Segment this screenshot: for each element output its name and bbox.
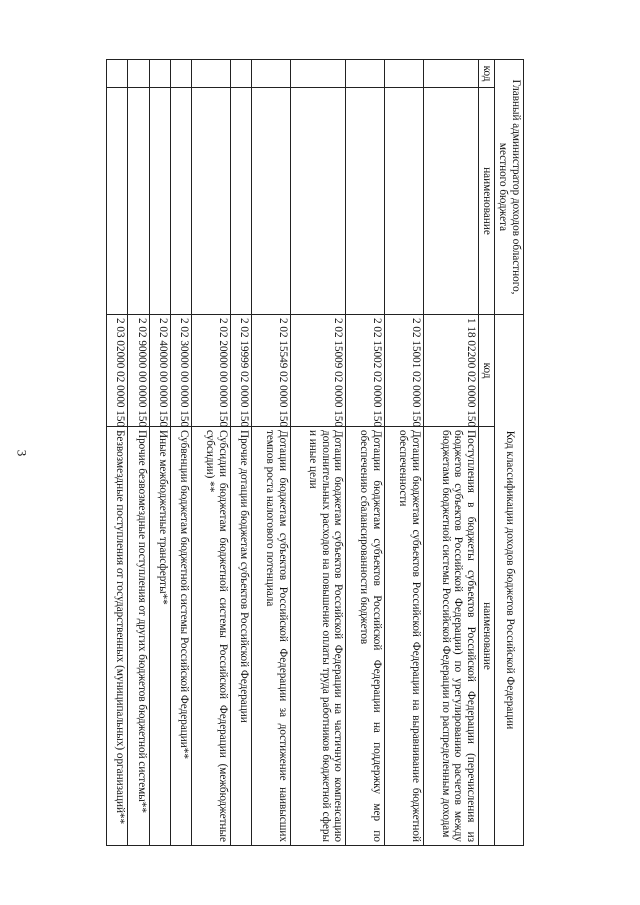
page-number: 3 <box>14 449 30 457</box>
header-classification-group: Код классификации доходов бюджетов Российской Федерации <box>495 315 524 846</box>
table-row <box>346 60 385 846</box>
admin-code-cell <box>290 60 346 88</box>
name-cell: Безвозмездные поступления от государственных (муниципальных) организаций** <box>107 427 128 846</box>
admin-code-cell <box>385 60 424 88</box>
admin-name-cell <box>290 88 346 315</box>
name-cell: Дотации бюджетам субъектов Российской Федерации на выравнивание бюджетной обеспеченности <box>385 427 424 846</box>
admin-code-cell <box>170 60 191 88</box>
name-cell: Прочие дотации бюджетам субъектов Российской Федерации <box>230 427 251 846</box>
admin-code-cell <box>107 60 128 88</box>
admin-code-cell <box>423 60 479 88</box>
name-cell: Иные межбюджетные трансферты** <box>149 427 170 846</box>
code-cell: 2 02 15549 02 0000 150 <box>252 315 291 427</box>
name-cell: Дотации бюджетам субъектов Российской Федерации на поддержку мер по обеспечению сбалансированности бюджетов <box>346 427 385 846</box>
table-row <box>128 60 149 846</box>
admin-code-cell <box>128 60 149 88</box>
table-row <box>192 60 231 846</box>
income-classification-table <box>106 59 524 846</box>
admin-code-cell <box>149 60 170 88</box>
admin-name-cell <box>192 88 231 315</box>
code-cell: 2 02 30000 00 0000 150 <box>170 315 191 427</box>
header-admin-name: наименование <box>479 88 495 315</box>
admin-code-cell <box>346 60 385 88</box>
table-row <box>290 60 346 846</box>
code-cell: 2 02 19999 02 0000 150 <box>230 315 251 427</box>
header-admin-group: Главный администратор доходов областного, местного бюджета <box>495 60 524 315</box>
code-cell: 2 02 40000 00 0000 150 <box>149 315 170 427</box>
name-cell: Прочие безвозмездные поступления от других бюджетов бюджетной системы** <box>128 427 149 846</box>
admin-name-cell <box>346 88 385 315</box>
code-cell: 1 18 02200 02 0000 150 <box>423 315 479 427</box>
table-row <box>385 60 424 846</box>
table-row <box>423 60 479 846</box>
name-cell: Дотации бюджетам субъектов Российской Федерации за достижение наивысших темпов роста налогового потенциала <box>252 427 291 846</box>
table-row <box>252 60 291 846</box>
code-cell: 2 03 02000 02 0000 150 <box>107 315 128 427</box>
name-cell: Субсидии бюджетам бюджетной системы Российской Федерации (межбюджетные субсидии) ** <box>192 427 231 846</box>
admin-code-cell <box>252 60 291 88</box>
name-cell: Дотации бюджетам субъектов Российской Федерации на частичную компенсацию дополнительных расходов на повышение оплаты труда работников бюджетной сферы и иные цели <box>290 427 346 846</box>
table-row <box>230 60 251 846</box>
admin-name-cell <box>423 88 479 315</box>
name-cell: Поступления в бюджеты субъектов Российской Федерации (перечисления из бюджетов субъектов Российской Федерации) по урегулированию расчетов между бюджетами бюджетной системы Российской Федерации по распределенным доходам <box>423 427 479 846</box>
admin-code-cell <box>230 60 251 88</box>
table-row <box>170 60 191 846</box>
code-cell: 2 02 15001 02 0000 150 <box>385 315 424 427</box>
admin-name-cell <box>170 88 191 315</box>
admin-name-cell <box>252 88 291 315</box>
header-row-columns <box>479 60 495 846</box>
table-row <box>107 60 128 846</box>
admin-name-cell <box>230 88 251 315</box>
code-cell: 2 02 20000 00 0000 150 <box>192 315 231 427</box>
header-admin-code: код <box>479 60 495 88</box>
table-row <box>149 60 170 846</box>
header-row-groups <box>495 60 524 846</box>
code-cell: 2 02 15009 02 0000 150 <box>290 315 346 427</box>
header-name: наименование <box>479 427 495 846</box>
code-cell: 2 02 15002 02 0000 150 <box>346 315 385 427</box>
admin-name-cell <box>128 88 149 315</box>
admin-name-cell <box>385 88 424 315</box>
code-cell: 2 02 90000 00 0000 150 <box>128 315 149 427</box>
admin-name-cell <box>149 88 170 315</box>
admin-name-cell <box>107 88 128 315</box>
admin-code-cell <box>192 60 231 88</box>
rotated-table-container <box>106 59 524 845</box>
name-cell: Субвенции бюджетам бюджетной системы Российской Федерации** <box>170 427 191 846</box>
header-code: код <box>479 315 495 427</box>
